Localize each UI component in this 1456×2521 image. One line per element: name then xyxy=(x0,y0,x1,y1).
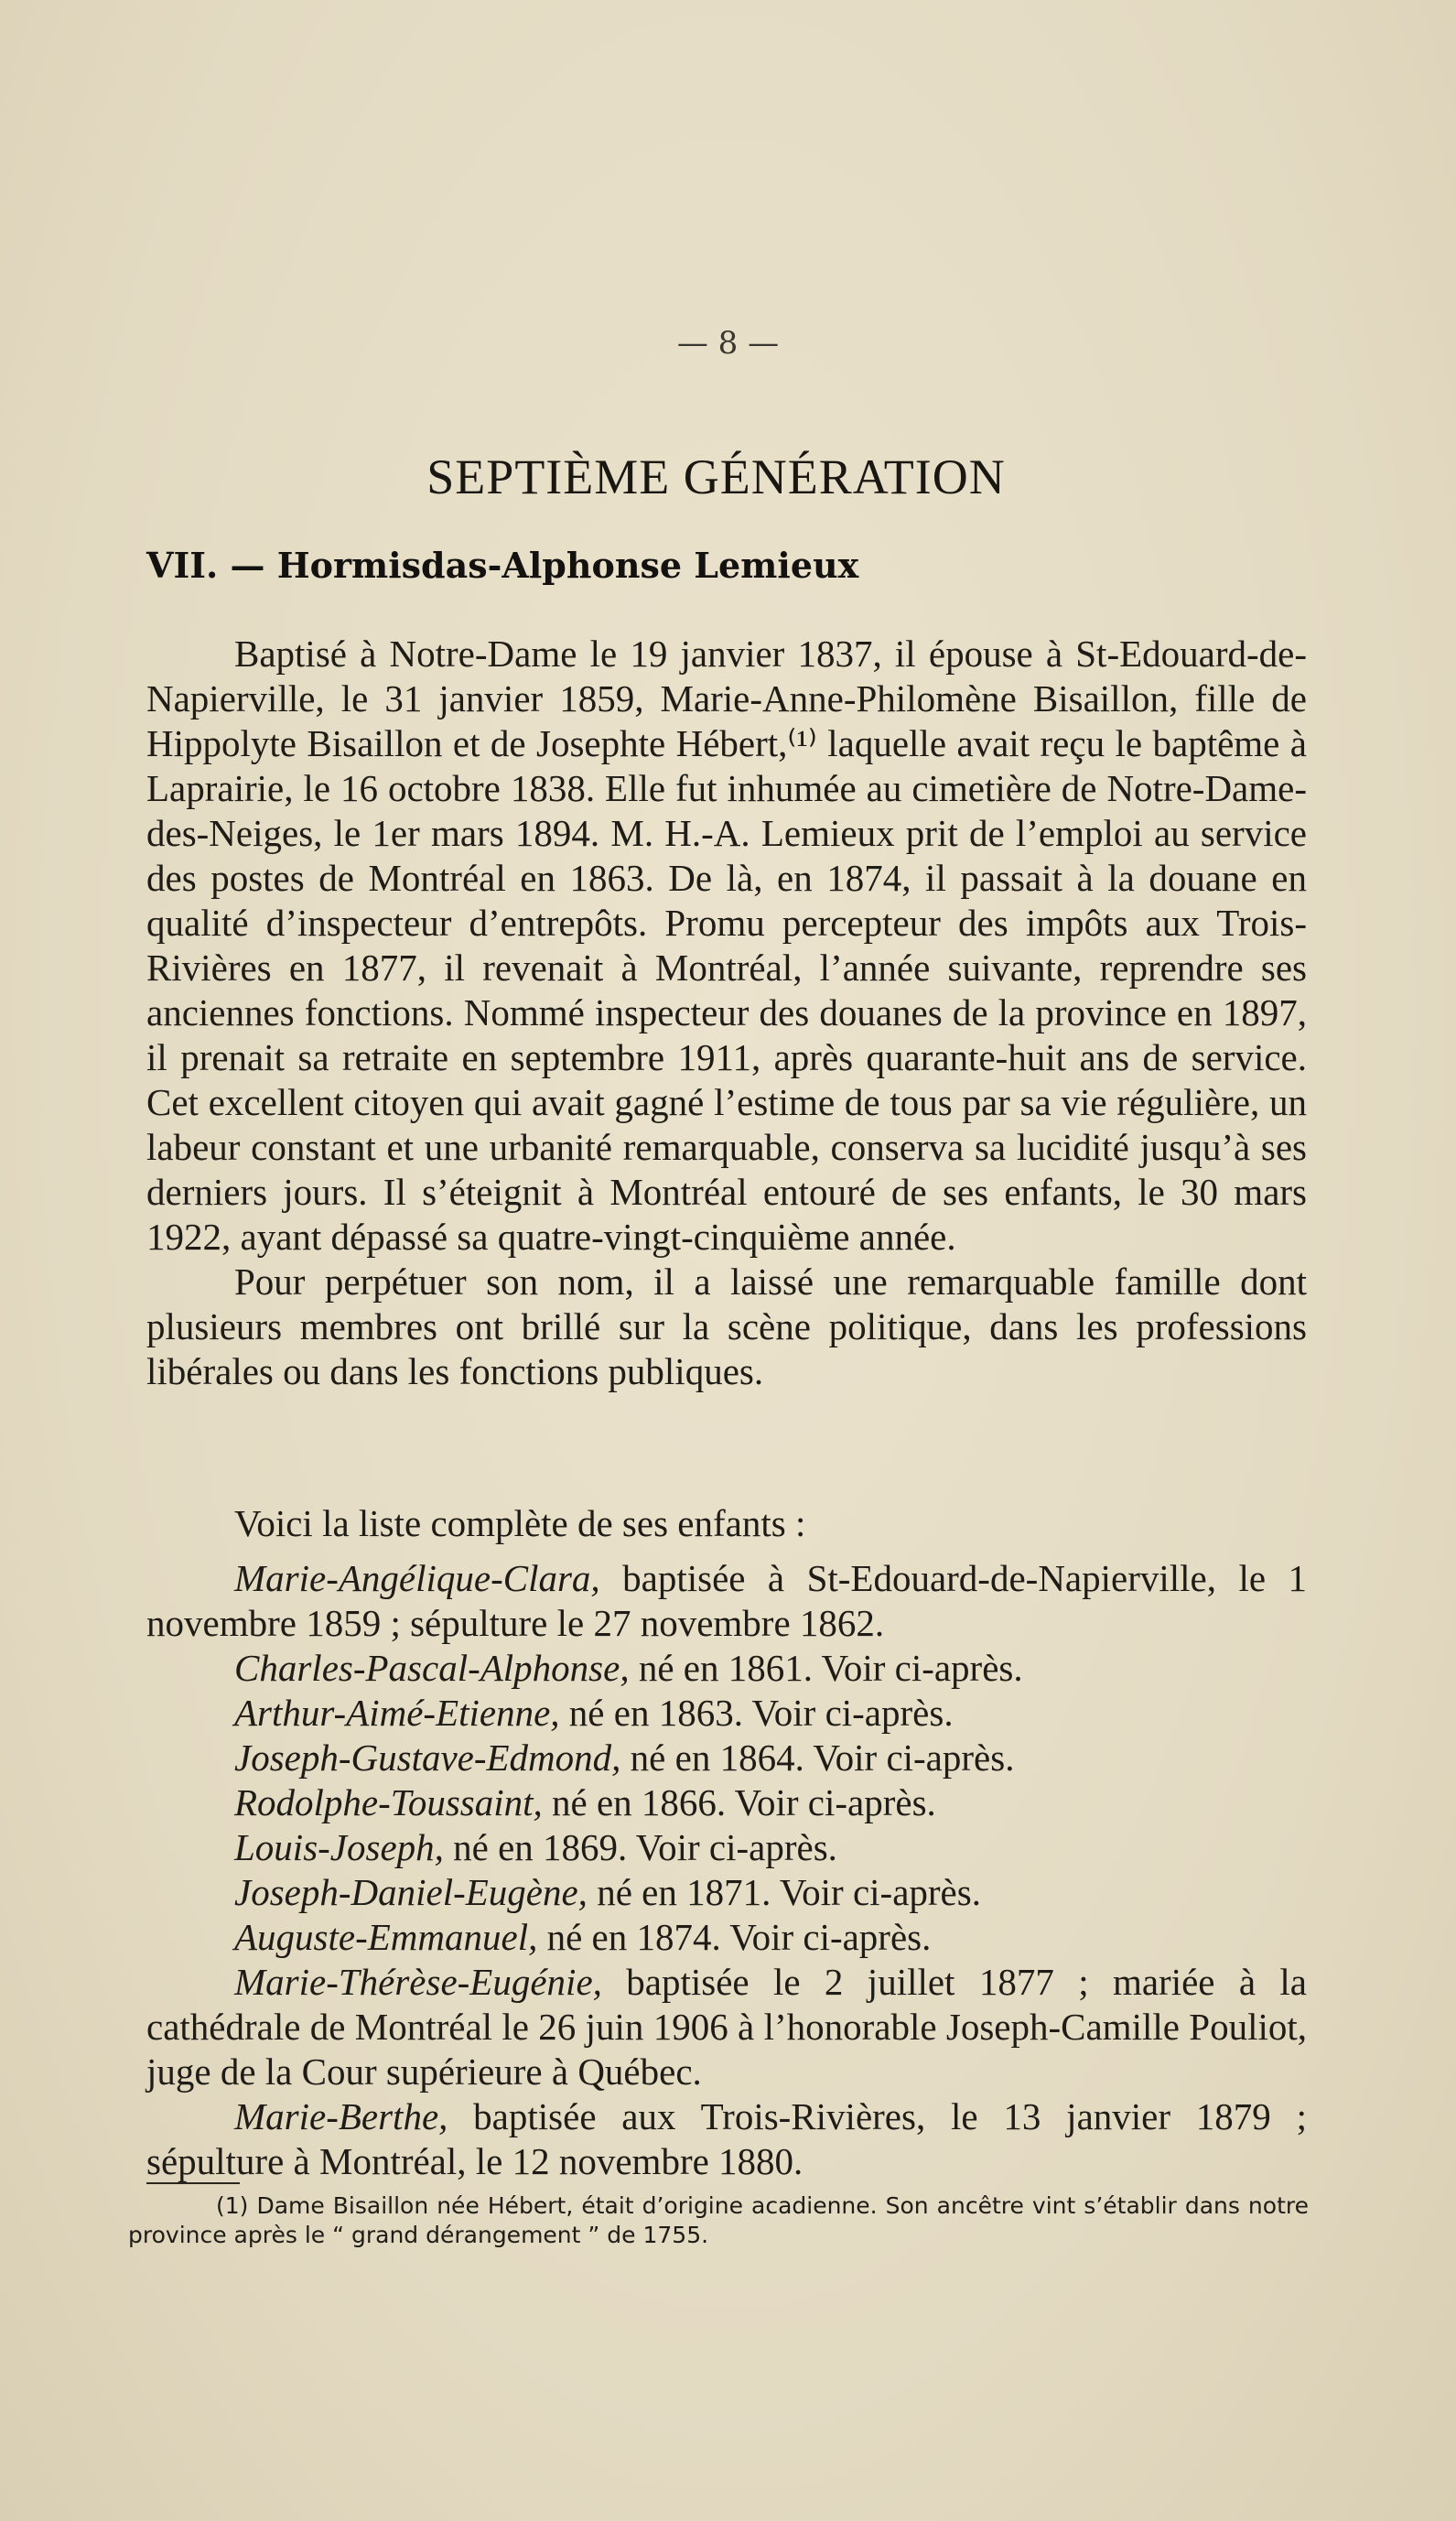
child-entry xyxy=(146,1825,1307,1870)
biography-paragraph: Baptisé à Notre-Dame le 19 janvier 1837, il épouse à St-Edouard-de-Napierville, le 31 janvier 1859, Marie-Anne-Philomène Bisaillon, fille de Hippolyte Bisaillon et de Josephte Hébert,⁽¹⁾ laquelle avait reçu le baptême à Laprairie, le 16 octobre 1838. Elle fut inhumée au cimetière de Notre-Dame-des-Neiges, le 1er mars 1894. M. H.-A. Lemieux prit de l’emploi au service des postes de Montréal en 1863. De là, en 1874, il passait à la douane en qualité d’inspecteur d’entrepôts. Promu percepteur des impôts aux Trois-Rivières en 1877, il revenait à Montréal, l’année suivante, reprendre ses anciennes fonctions. Nommé inspecteur des douanes de la province en 1897, il prenait sa retraite en septembre 1911, après quarante-huit ans de service. Cet excellent citoyen qui avait gagné l’estime de tous par sa vie régulière, un labeur constant et une urbanité remarquable, conserva sa lucidité jusqu’à ses derniers jours. Il s’éteignit à Montréal entouré de ses enfants, le 30 mars 1922, ayant dépassé sa quatre-vingt-cinquième année. xyxy=(146,633,1307,1258)
child-entry xyxy=(146,1915,1307,1960)
child-details: né en 1861. Voir ci-après. xyxy=(629,1647,1023,1689)
child-details: baptisée le 2 juillet 1877 ; mariée à la cathédrale de Montréal le 26 juin 1906 à l’honorable Joseph-Camille Pouliot, juge de la Cour supérieure à Québec. xyxy=(146,1961,1307,2093)
child-name: Arthur-Aimé-Etienne, xyxy=(234,1692,560,1734)
child-details: né en 1871. Voir ci-après. xyxy=(587,1871,981,1913)
child-entry xyxy=(146,1646,1307,1691)
biography-paragraph: Pour perpétuer son nom, il a laissé une remarquable famille dont plusieurs membres ont brillé sur la scène politique, dans les professions libérales ou dans les fonctions publiques. xyxy=(146,1260,1307,1392)
generation-heading: SEPTIÈME GÉNÉRATION xyxy=(426,449,1006,504)
child-name: Marie-Angélique-Clara, xyxy=(234,1557,600,1599)
child-entry xyxy=(146,1556,1307,1646)
child-name: Marie-Berthe, xyxy=(234,2095,448,2137)
biography-text xyxy=(146,632,1307,1394)
child-details: né en 1866. Voir ci-après. xyxy=(542,1781,936,1823)
child-entry xyxy=(146,1960,1307,2094)
child-name: Rodolphe-Toussaint, xyxy=(234,1781,543,1823)
footnote: (1) Dame Bisaillon née Hébert, était d’origine acadienne. Son ancêtre vint s’établir dans notre province après le “ grand dérangement ” de 1755. xyxy=(128,2192,1309,2248)
child-name: Marie-Thérèse-Eugénie, xyxy=(234,1961,602,2003)
child-name: Auguste-Emmanuel, xyxy=(234,1916,538,1958)
child-details: né en 1869. Voir ci-après. xyxy=(443,1826,837,1868)
child-details: baptisée à St-Edouard-de-Napierville, le 1 novembre 1859 ; sépulture le 27 novembre 1862. xyxy=(146,1557,1307,1644)
child-entry xyxy=(146,2094,1307,2184)
child-name: Charles-Pascal-Alphonse, xyxy=(234,1647,630,1689)
children-list xyxy=(146,1556,1307,2184)
child-entry xyxy=(146,1736,1307,1780)
page-number: — 8 — xyxy=(676,325,780,362)
children-list-intro xyxy=(146,1501,1307,1546)
child-details: né en 1864. Voir ci-après. xyxy=(620,1737,1015,1779)
child-details: né en 1874. Voir ci-après. xyxy=(537,1916,932,1958)
child-entry xyxy=(146,1691,1307,1736)
footnote-rule xyxy=(146,2182,240,2184)
child-entry xyxy=(146,1780,1307,1825)
child-details: baptisée aux Trois-Rivières, le 13 janvier 1879 ; sépulture à Montréal, le 12 novembre 1880. xyxy=(146,2095,1307,2182)
child-entry xyxy=(146,1870,1307,1915)
child-name: Louis-Joseph, xyxy=(234,1826,444,1868)
children-list-intro-text: Voici la liste complète de ses enfants : xyxy=(234,1502,806,1544)
child-name: Joseph-Daniel-Eugène, xyxy=(234,1871,588,1913)
child-name: Joseph-Gustave-Edmond, xyxy=(234,1737,621,1779)
child-details: né en 1863. Voir ci-après. xyxy=(559,1692,954,1734)
person-heading: VII. — Hormisdas-Alphonse Lemieux xyxy=(146,545,859,586)
